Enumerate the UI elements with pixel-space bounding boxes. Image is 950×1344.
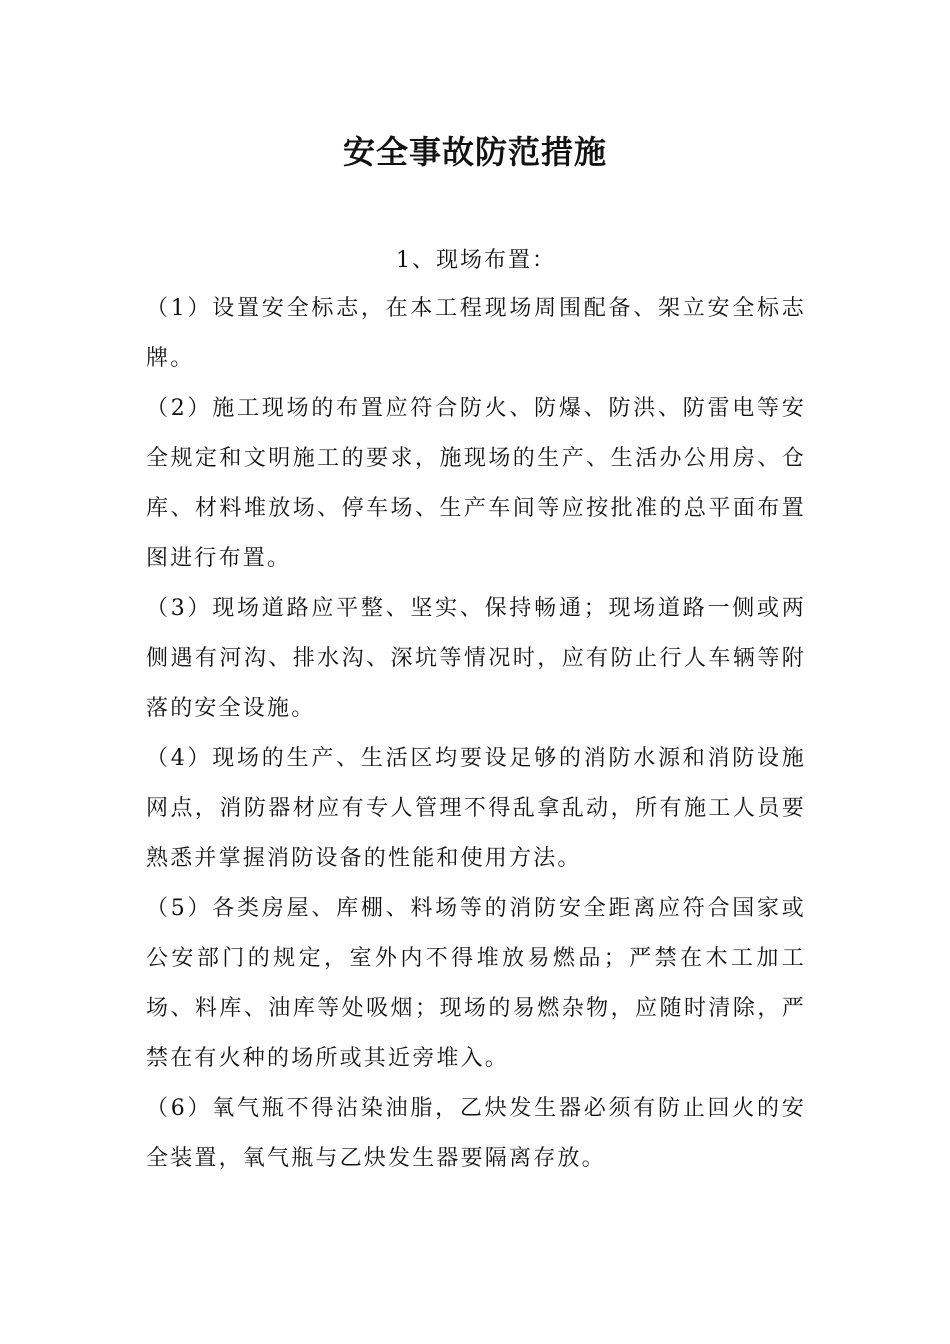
section-heading: 1、现场布置： [396, 248, 556, 273]
paragraph-3: （3）现场道路应平整、坚实、保持畅通；现场道路一侧或两侧遇有河沟、排水沟、深坑等情况时，应有防止行人车辆等附落的安全设施。 [146, 596, 806, 721]
paragraph-4: （4）现场的生产、生活区均要设足够的消防水源和消防设施网点，消防器材应有专人管理不得乱拿乱动，所有施工人员要熟悉并掌握消防设备的性能和使用方法。 [146, 746, 806, 871]
paragraph-6: （6）氧气瓶不得沾染油脂，乙炔发生器必须有防止回火的安全装置，氧气瓶与乙炔发生器要隔离存放。 [146, 1096, 806, 1171]
paragraph-2: （2）施工现场的布置应符合防火、防爆、防洪、防雷电等安全规定和文明施工的要求，施现场的生产、生活办公用房、仓库、材料堆放场、停车场、生产车间等应按批准的总平面布置图进行布置。 [146, 396, 806, 571]
document-body [146, 284, 806, 1184]
paragraph-1: （1）设置安全标志，在本工程现场周围配备、架立安全标志牌。 [146, 296, 806, 371]
document-title: 安全事故防范措施 [342, 133, 607, 171]
paragraph-5: （5）各类房屋、库棚、料场等的消防安全距离应符合国家或公安部门的规定，室外内不得堆放易燃品；严禁在木工加工场、料库、油库等处吸烟；现场的易燃杂物，应随时清除，严禁在有火种的场所或其近旁堆入。 [146, 896, 806, 1071]
